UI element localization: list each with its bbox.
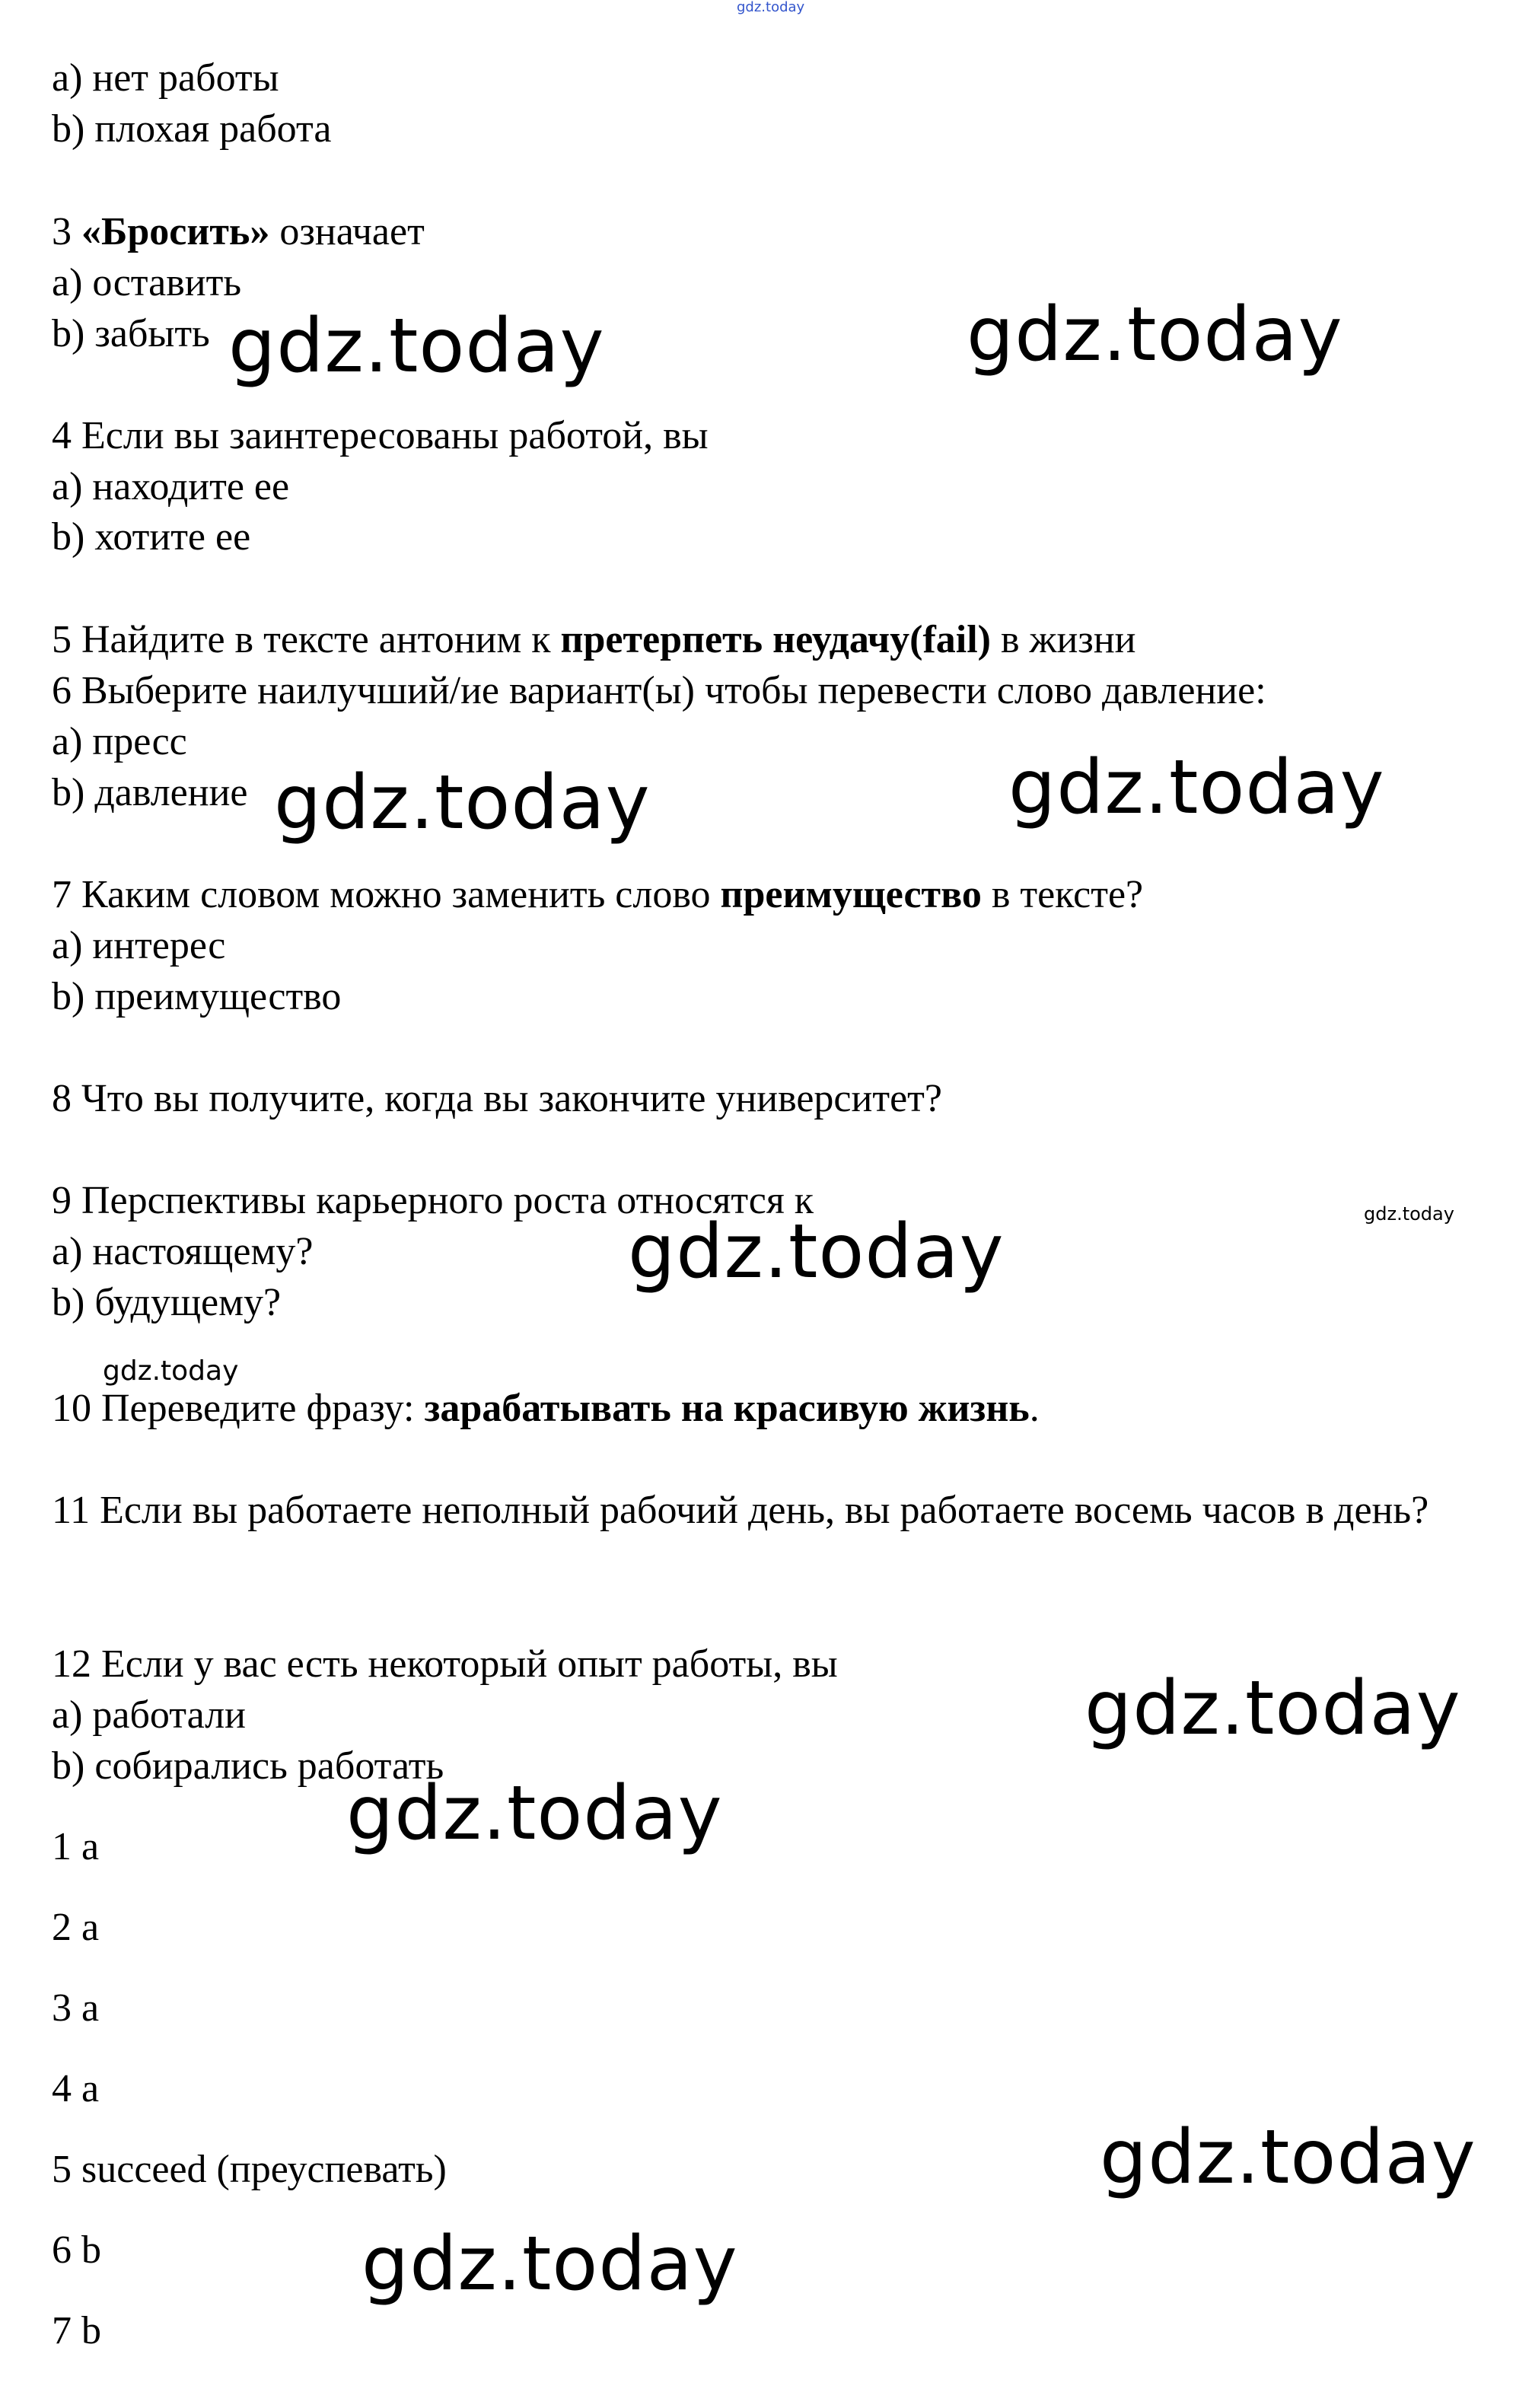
question-text: 5 Найдите в тексте антоним к: [52, 618, 551, 661]
answer-line: 4 a: [52, 2067, 100, 2110]
question-3: [52, 207, 425, 257]
question-bold-term: зарабатывать на красивую жизнь: [424, 1387, 1030, 1430]
question-11: 11 Если вы работаете неполный рабочий день, вы работаете восемь часов в день?: [52, 1489, 1429, 1532]
answer-line: 1 a: [52, 1825, 100, 1868]
option-line: b) преимущество: [52, 975, 342, 1018]
option-line: b) будущему?: [52, 1281, 282, 1324]
question-5: [52, 615, 1136, 665]
option-line: b) давление: [52, 771, 248, 814]
question-6: 6 Выберите наилучший/ие вариант(ы) чтобы перевести слово давление:: [52, 669, 1266, 712]
option-line: b) забыть: [52, 312, 210, 355]
watermark: gdz.today: [362, 2221, 738, 2308]
question-bold-term: претерпеть неудачу(fail): [560, 618, 991, 661]
question-text: 7 Каким словом можно заменить слово: [52, 873, 711, 916]
watermark-small: gdz.today: [103, 1355, 239, 1387]
answer-line: 5 succeed (преуспевать): [52, 2148, 447, 2191]
option-line: a) интерес: [52, 924, 226, 967]
watermark: gdz.today: [1008, 744, 1385, 831]
question-text: в тексте?: [991, 873, 1144, 916]
question-12: 12 Если у вас есть некоторый опыт работы, вы: [52, 1642, 838, 1686]
question-7: [52, 870, 1143, 920]
question-bold-term: преимущество: [720, 873, 982, 916]
watermark-top: gdz.today: [737, 0, 805, 15]
question-text: 10 Переведите фразу:: [52, 1387, 415, 1430]
option-line: a) оставить: [52, 261, 242, 304]
question-number: 3: [52, 210, 72, 253]
option-line: a) настоящему?: [52, 1230, 314, 1273]
question-4: 4 Если вы заинтересованы работой, вы: [52, 414, 709, 457]
question-text: .: [1029, 1387, 1040, 1430]
question-text: означает: [279, 210, 425, 253]
question-10: [52, 1384, 1040, 1434]
question-text: в жизни: [1001, 618, 1136, 661]
question-8: 8 Что вы получите, когда вы закончите университет?: [52, 1077, 942, 1120]
answer-line: 3 a: [52, 1986, 100, 2030]
watermark: gdz.today: [1100, 2114, 1476, 2201]
watermark-small: gdz.today: [1364, 1203, 1454, 1225]
watermark: gdz.today: [274, 760, 651, 846]
answer-line: 7 b: [52, 2309, 101, 2352]
option-line: b) собирались работать: [52, 1744, 444, 1788]
question-bold-term: «Бросить»: [81, 210, 270, 253]
watermark: gdz.today: [967, 291, 1343, 378]
option-line: b) хотите ее: [52, 515, 251, 559]
watermark: gdz.today: [1085, 1665, 1461, 1752]
answer-line: 6 b: [52, 2228, 101, 2272]
option-line: a) нет работы: [52, 56, 279, 100]
option-line: a) пресс: [52, 720, 187, 763]
watermark: gdz.today: [346, 1770, 723, 1857]
answer-line: 2 a: [52, 1906, 100, 1949]
question-9: 9 Перспективы карьерного роста относятся к: [52, 1179, 814, 1222]
watermark: gdz.today: [228, 303, 605, 390]
option-line: a) работали: [52, 1693, 246, 1737]
watermark: gdz.today: [628, 1209, 1005, 1295]
option-line: a) находите ее: [52, 465, 290, 508]
option-line: b) плохая работа: [52, 107, 332, 151]
